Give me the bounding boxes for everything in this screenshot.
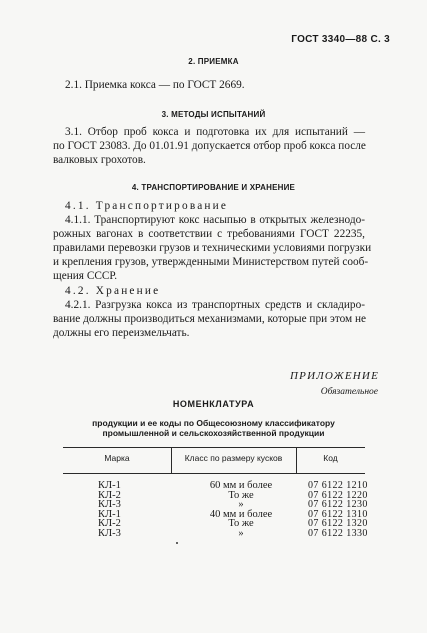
cell-size-class: » — [238, 528, 244, 539]
cell-code: 07 6122 1330 — [308, 528, 368, 539]
cell-size-class: 60 мм и более — [209, 480, 273, 491]
table-header-rule — [63, 473, 365, 474]
cell-mark: КЛ-3 — [98, 499, 121, 511]
section-3-line-1: 3.1. Отбор проб кокса и подготовка их для испытаний — — [65, 126, 365, 138]
section-2-heading: 2. ПРИЕМКА — [188, 57, 239, 66]
cell-size-class: То же — [228, 489, 254, 501]
paragraph-4-1-1-line-4: и крепления грузов, утвержденными Министерством путей сооб- — [53, 256, 369, 268]
paragraph-4-2-1-line-1: 4.2.1. Разгрузка кокса из транспортных средств и складиро- — [65, 299, 365, 311]
section-3-heading: 3. МЕТОДЫ ИСПЫТАНИЙ — [161, 110, 266, 119]
paragraph-4-2-1-line-3: должны его переизмельчать. — [53, 327, 190, 339]
subsection-4-2-title: 4.2. Хранение — [65, 285, 161, 297]
cell-code: 07 6122 1230 — [308, 499, 368, 511]
table-header-code: Код — [323, 453, 338, 463]
cell-mark: КЛ-3 — [98, 528, 121, 539]
cell-mark: КЛ-1 — [98, 480, 121, 491]
cell-size-class: 40 мм и более — [209, 508, 273, 520]
cell-code: 07 6122 1220 — [308, 489, 368, 501]
section-3-line-2: по ГОСТ 23083. До 01.01.91 допускается отбор проб кокса после — [53, 140, 366, 152]
cell-size-class: » — [238, 499, 244, 511]
cell-mark: КЛ-1 — [98, 508, 121, 520]
paragraph-4-1-1-line-5: щения СССР. — [53, 270, 118, 282]
paragraph-4-2-1-line-2: вание должны производиться механизмами, которые при этом не — [53, 313, 367, 325]
cell-code: 07 6122 1310 — [308, 508, 368, 520]
appendix-subtitle: Обязательное — [320, 387, 378, 397]
cell-code: 07 6122 1320 — [308, 518, 368, 530]
section-4-heading: 4. ТРАНСПОРТИРОВАНИЕ И ХРАНЕНИЕ — [131, 183, 296, 192]
print-speck — [176, 542, 178, 544]
section-2-paragraph: 2.1. Приемка кокса — по ГОСТ 2669. — [65, 79, 245, 91]
section-3-line-3: валковых грохотов. — [53, 154, 146, 166]
table-header-size-class: Класс по размеру кусков — [184, 453, 283, 463]
page-header: ГОСТ 3340—88 С. 3 — [291, 34, 390, 45]
paragraph-4-1-1-line-1: 4.1.1. Транспортируют кокс насыпью в открытых железнодо- — [65, 214, 365, 226]
cell-mark: КЛ-2 — [98, 489, 121, 501]
table-header-mark: Марка — [104, 453, 130, 463]
cell-code: 07 6122 1210 — [308, 480, 368, 491]
cell-mark: КЛ-2 — [98, 518, 121, 530]
paragraph-4-1-1-line-3: правилами перевозки грузов и техническими условиями погрузки — [53, 242, 372, 254]
nomenclature-subtitle-line-2: промышленной и сельскохозяйственной продукции — [102, 428, 325, 438]
nomenclature-subtitle-line-1: продукции и ее коды по Общесоюзному классификатору — [92, 418, 335, 428]
nomenclature-title: НОМЕНКЛАТУРА — [172, 399, 255, 409]
table-top-rule — [63, 447, 365, 448]
subsection-4-1-title: 4.1. Транспортирование — [65, 200, 229, 212]
cell-size-class: То же — [228, 518, 254, 530]
appendix-title: ПРИЛОЖЕНИЕ — [290, 370, 379, 382]
paragraph-4-1-1-line-2: рожных вагонах в соответствии с требованиями ГОСТ 22235, — [53, 228, 365, 240]
